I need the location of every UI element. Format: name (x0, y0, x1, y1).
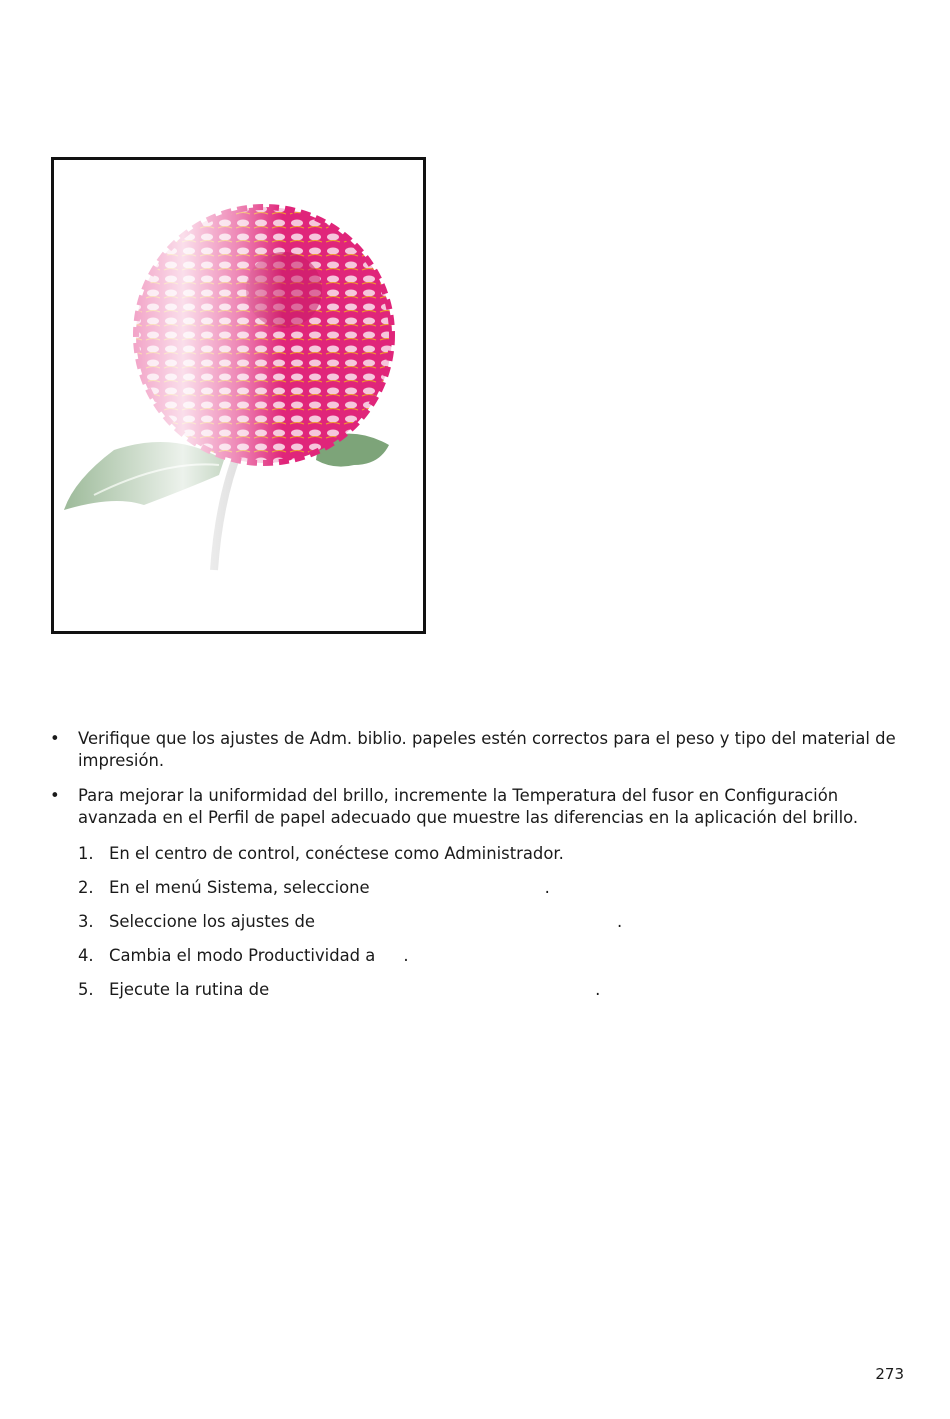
bullet-marker: • (50, 729, 60, 748)
tips-list (50, 728, 910, 842)
step-period: . (544, 878, 550, 897)
list-item-text: Verifique que los ajustes de Adm. biblio. papeles estén correctos para el peso y tipo del material de impresión. (78, 729, 896, 770)
flower-figure (51, 157, 426, 634)
step-period: . (617, 912, 623, 931)
page-number: 273 (875, 1365, 904, 1383)
step-text: Ejecute la rutina de (109, 980, 270, 999)
step-text: En el menú Sistema, seleccione (109, 878, 370, 897)
list-item (50, 728, 910, 772)
step-item (78, 911, 898, 945)
chrysanthemum-illustration (54, 160, 423, 631)
step-number: 2. (78, 878, 94, 897)
steps-list (78, 843, 898, 1013)
step-number: 3. (78, 912, 94, 931)
bullet-marker: • (50, 786, 60, 805)
step-item (78, 843, 898, 877)
list-item (50, 785, 910, 829)
step-item (78, 979, 898, 1013)
list-item-text: Para mejorar la uniformidad del brillo, incremente la Temperatura del fusor en Configuración avanzada en el Perfil de papel adecuado que muestre las diferencias en la aplicación del brillo. (78, 786, 859, 827)
step-text: Seleccione los ajustes de (109, 912, 316, 931)
step-number: 5. (78, 980, 94, 999)
step-item (78, 877, 898, 911)
step-number: 1. (78, 844, 94, 863)
step-number: 4. (78, 946, 94, 965)
step-period: . (403, 946, 409, 965)
step-text: En el centro de control, conéctese como Administrador. (109, 844, 564, 863)
step-text: Cambia el modo Productividad a (109, 946, 376, 965)
step-period: . (595, 980, 601, 999)
step-item (78, 945, 898, 979)
